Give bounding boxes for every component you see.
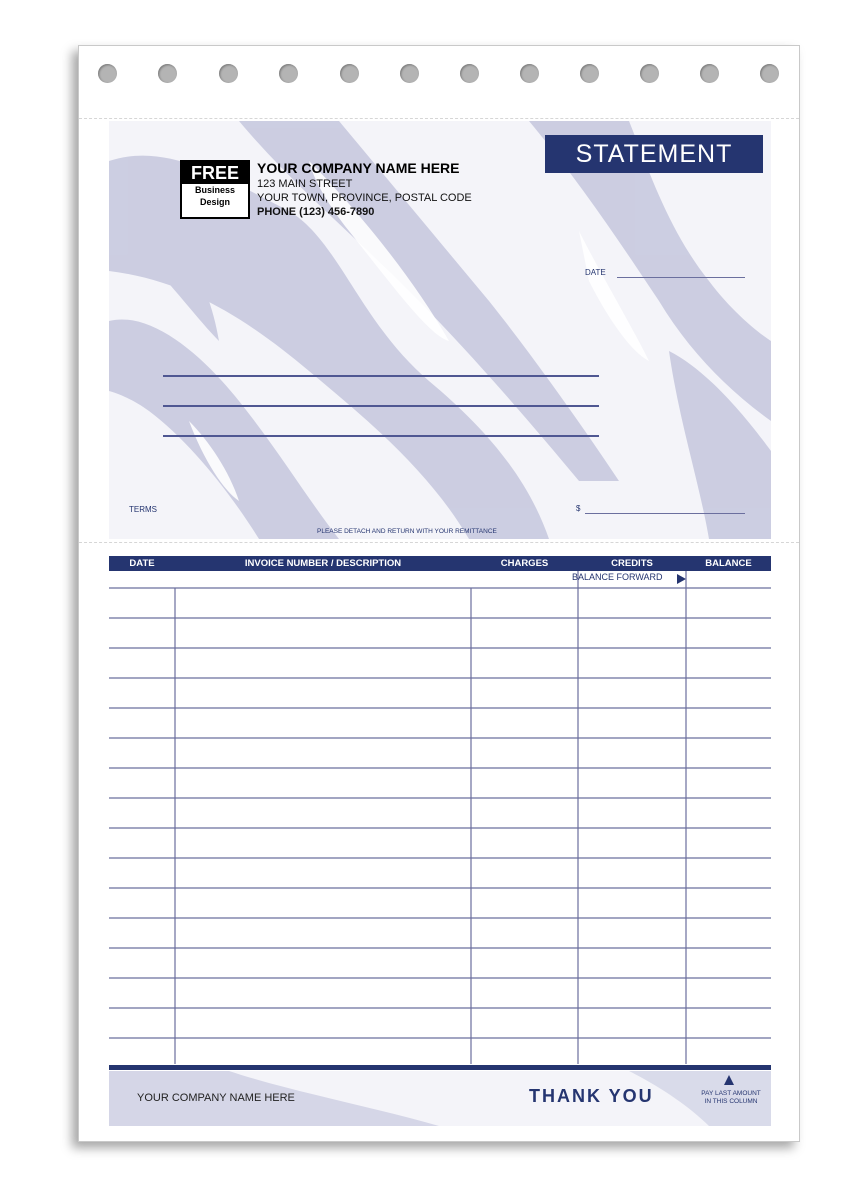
statement-title: STATEMENT bbox=[545, 135, 763, 173]
logo-line-1: Business bbox=[194, 185, 236, 195]
company-street: 123 MAIN STREET bbox=[257, 178, 353, 190]
punch-holes bbox=[79, 64, 799, 86]
perforation-top bbox=[79, 118, 799, 119]
date-line bbox=[617, 277, 745, 278]
detach-instruction: PLEASE DETACH AND RETURN WITH YOUR REMITTANCE bbox=[317, 528, 497, 535]
thank-you-text: THANK YOU bbox=[529, 1086, 654, 1106]
punch-hole bbox=[219, 64, 238, 83]
company-town: YOUR TOWN, PROVINCE, POSTAL CODE bbox=[257, 192, 472, 204]
table-header bbox=[109, 556, 771, 571]
footer-company-name: YOUR COMPANY NAME HERE bbox=[137, 1092, 295, 1104]
column-header-charges: CHARGES bbox=[500, 558, 549, 569]
terms-label: TERMS bbox=[129, 505, 157, 514]
company-phone: PHONE (123) 456-7890 bbox=[257, 206, 375, 218]
logo-line-2: Design bbox=[199, 197, 230, 207]
company-name: YOUR COMPANY NAME HERE bbox=[257, 160, 460, 176]
address-line-3 bbox=[163, 435, 599, 437]
punch-hole bbox=[640, 64, 659, 83]
pay-note-line-1: PAY LAST AMOUNT bbox=[701, 1090, 761, 1097]
pay-note-line-2: IN THIS COLUMN bbox=[704, 1098, 758, 1105]
punch-hole bbox=[279, 64, 298, 83]
statement-form bbox=[78, 45, 800, 1142]
punch-hole bbox=[760, 64, 779, 83]
free-business-design-logo bbox=[180, 160, 250, 219]
logo-free-text: FREE bbox=[182, 162, 248, 184]
address-line-2 bbox=[163, 405, 599, 407]
column-header-description: INVOICE NUMBER / DESCRIPTION bbox=[244, 558, 402, 569]
punch-hole bbox=[700, 64, 719, 83]
amount-line bbox=[585, 513, 745, 514]
address-line-1 bbox=[163, 375, 599, 377]
statement-table-grid bbox=[109, 571, 771, 1064]
dollar-label: $ bbox=[576, 504, 581, 513]
punch-hole bbox=[460, 64, 479, 83]
punch-hole bbox=[158, 64, 177, 83]
column-header-date: DATE bbox=[129, 558, 155, 569]
column-header-credits: CREDITS bbox=[611, 558, 653, 569]
punch-hole bbox=[580, 64, 599, 83]
date-label: DATE bbox=[585, 268, 606, 277]
table-bottom-bar bbox=[109, 1065, 771, 1070]
punch-hole bbox=[98, 64, 117, 83]
column-header-balance: BALANCE bbox=[705, 558, 752, 569]
balance-forward-label: BALANCE FORWARD bbox=[572, 572, 663, 582]
punch-hole bbox=[400, 64, 419, 83]
perforation-remittance bbox=[79, 542, 799, 543]
punch-hole bbox=[520, 64, 539, 83]
punch-hole bbox=[340, 64, 359, 83]
pay-here-triangle-icon bbox=[724, 1075, 734, 1085]
